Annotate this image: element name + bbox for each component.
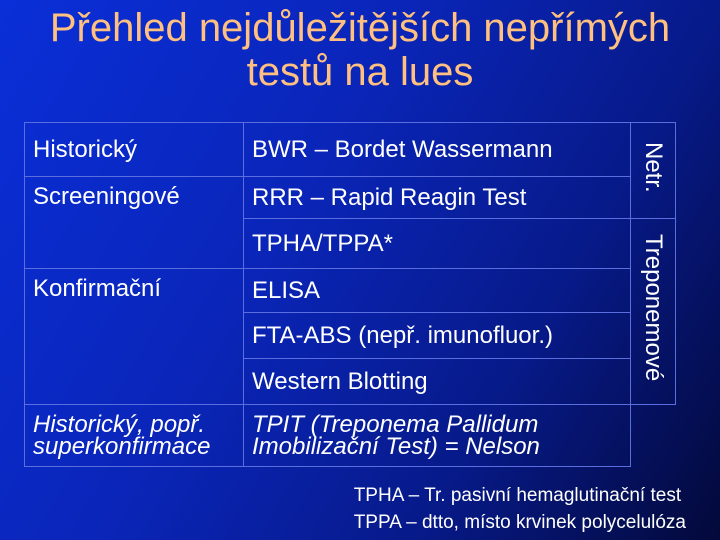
test-cell: Western Blotting <box>244 359 631 405</box>
footnote-line-1: TPHA – Tr. pasivní hemaglutinační test <box>353 485 682 506</box>
footnote-line-2: TPPA – dtto, místo krvinek polycelulóza <box>353 512 686 533</box>
test-cell: TPIT (Treponema Pallidum Imobilizační Test) = Nelson <box>244 405 631 467</box>
side-label-cell-treponemal <box>631 219 676 405</box>
category-cell: Historický, popř. superkonfirmace <box>25 405 244 467</box>
tests-table <box>24 122 676 467</box>
category-cell: Screeningové <box>25 177 244 269</box>
slide-title <box>0 6 720 94</box>
side-label-nontreponemal: Netr. <box>640 141 667 193</box>
test-cell: BWR – Bordet Wassermann <box>244 123 631 177</box>
table-row <box>25 269 676 313</box>
test-cell: ELISA <box>244 269 631 313</box>
footnote <box>354 482 686 536</box>
table-row <box>25 177 676 219</box>
category-cell: Historický <box>25 123 244 177</box>
title-line-2: testů na lues <box>246 50 474 94</box>
table-row <box>25 405 676 467</box>
category-cell: Konfirmační <box>25 269 244 405</box>
side-label-treponemal: Treponemové <box>640 234 667 382</box>
side-label-cell-nontreponemal <box>631 123 676 219</box>
test-cell: FTA-ABS (nepř. imunofluor.) <box>244 313 631 359</box>
table-row <box>25 123 676 177</box>
test-cell: RRR – Rapid Reagin Test <box>244 177 631 219</box>
test-cell: TPHA/TPPA* <box>244 219 631 269</box>
title-line-1: Přehled nejdůležitějších nepřímých <box>49 6 671 50</box>
